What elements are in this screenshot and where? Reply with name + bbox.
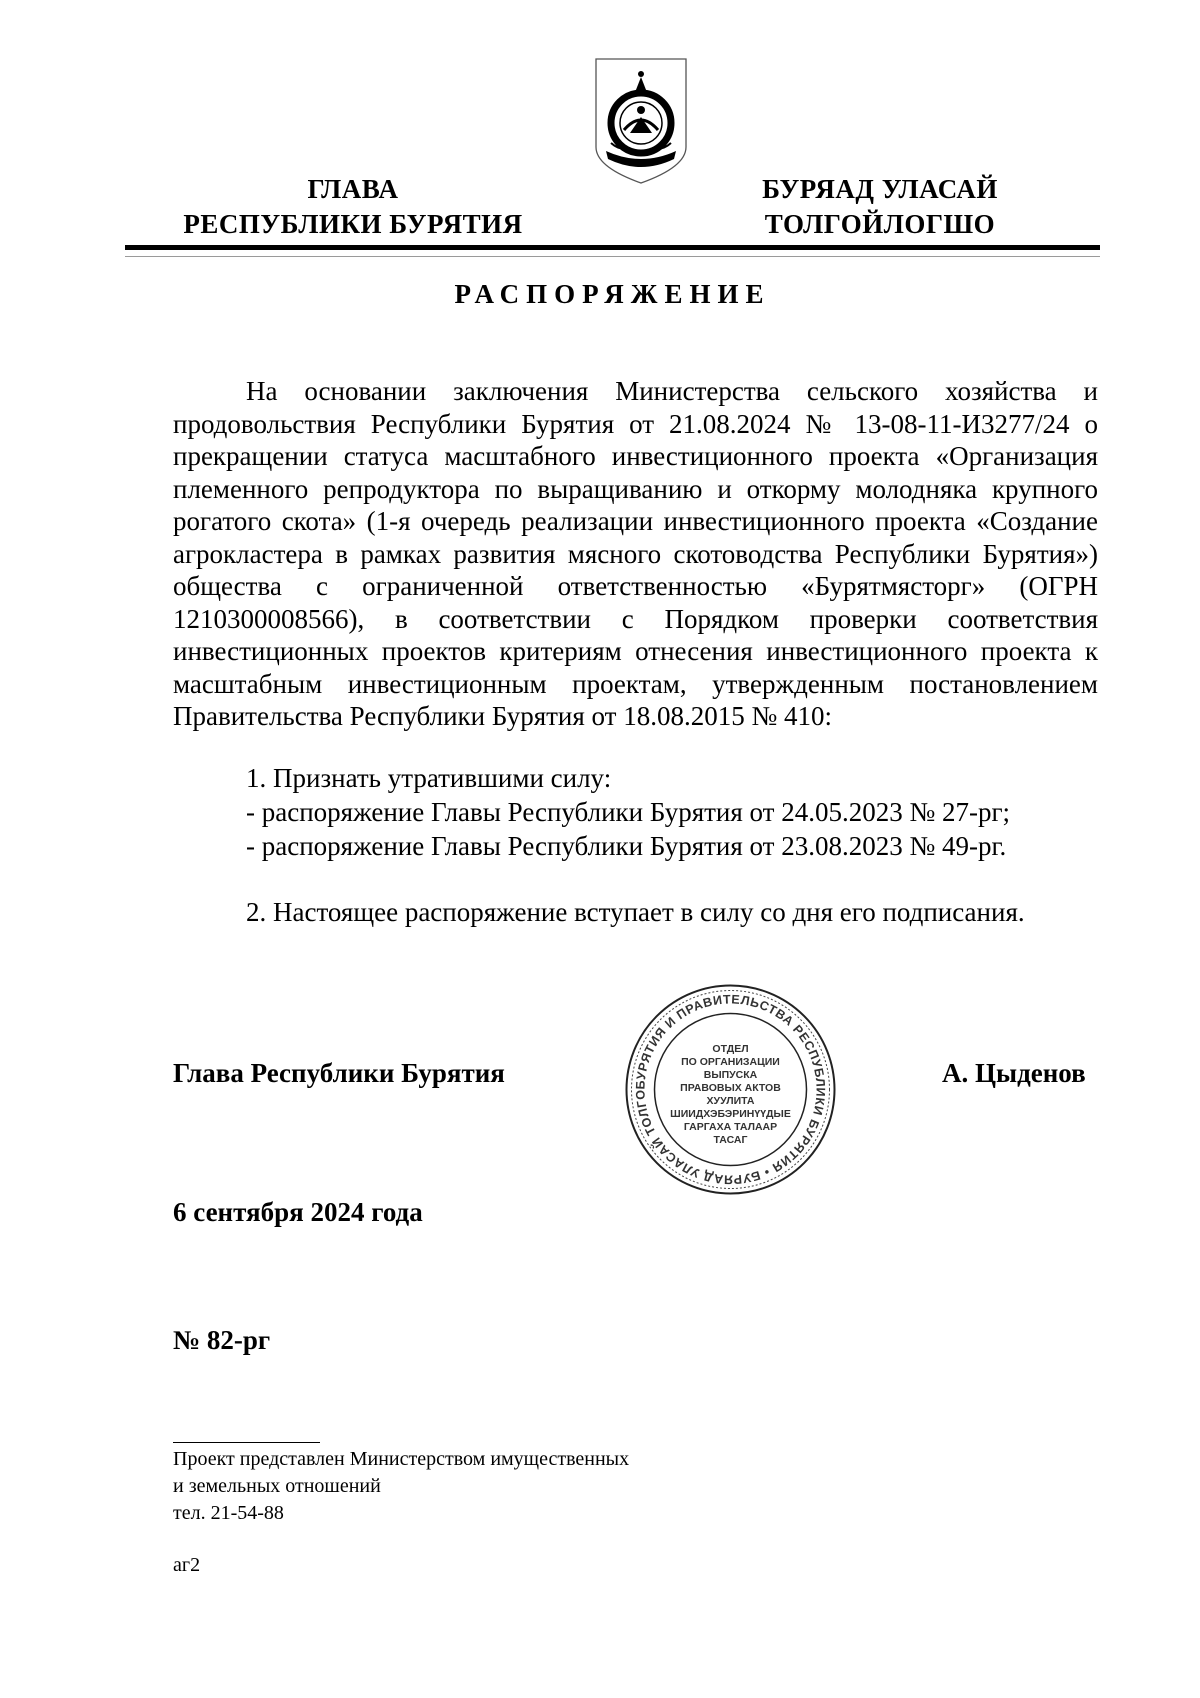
stamp-center-line: ТАСАГ — [713, 1134, 748, 1146]
coat-of-arms-emblem — [590, 55, 692, 187]
header-left-line1: ГЛАВА — [307, 174, 399, 204]
header-divider-thick — [125, 245, 1100, 250]
footer-divider — [173, 1442, 320, 1443]
header-divider-thin — [125, 256, 1100, 257]
footer-phone: тел. 21-54-88 — [173, 1502, 284, 1524]
stamp-center-line: ШИИДХЭБЭРИНҮҮДЫЕ — [670, 1108, 791, 1120]
header-right — [740, 172, 1020, 242]
signatory-name: А. Цыденов — [942, 1058, 1086, 1088]
preamble-paragraph: На основании заключения Министерства сельского хозяйства и продовольствия Республики Бурятия от 21.08.2024 № 13-08-11-И3277/24 о прекращении статуса масштабного инвестиционного проекта «Организация племенного репродуктора по выращиванию и откорму молодняка крупного рогатого скота» (1-я очередь реализации инвестиционного проекта «Создание агрокластера в рамках развития мясного скотоводства Республики Бурятия») общества с ограниченной ответственностью «Бурятмясторг» (ОГРН 1210300008566), в соответствии с Порядком проверки соответствия инвестиционных проектов критериям отнесения инвестиционного проекта к масштабным инвестиционным проектам, утвержденным постановлением Правительства Республики Бурятия от 18.08.2015 № 410: — [173, 376, 1098, 731]
document-title: РАСПОРЯЖЕНИЕ — [454, 279, 771, 309]
header-left-line2: РЕСПУБЛИКИ БУРЯТИЯ — [183, 209, 523, 239]
header-right-line1: БУРЯАД УЛАСАЙ — [762, 174, 998, 204]
header-left — [163, 172, 543, 242]
stamp-center-line: ОТДЕЛ — [712, 1043, 749, 1055]
stamp-center-line: ПРАВОВЫХ АКТОВ — [680, 1082, 781, 1094]
footer-line1: Проект представлен Министерством имущественных — [173, 1448, 630, 1470]
stamp-center-line: ВЫПУСКА — [703, 1069, 758, 1081]
document-date: 6 сентября 2024 года — [173, 1197, 423, 1227]
item-1a: - распоряжение Главы Республики Бурятия от 24.05.2023 № 27-рг; — [246, 797, 1011, 827]
stamp-center-line: ГАРГАХА ТАЛААР — [683, 1121, 778, 1133]
official-stamp — [623, 982, 838, 1197]
footer-line2: и земельных отношений — [173, 1475, 381, 1497]
stamp-center-line: ХУУЛИТА — [706, 1095, 755, 1107]
item-1: 1. Признать утратившими силу: — [246, 763, 612, 793]
header-right-line2: ТОЛГОЙЛОГШО — [764, 209, 996, 239]
stamp-center-line: ПО ОРГАНИЗАЦИИ — [681, 1056, 780, 1068]
footer-code: аг2 — [173, 1554, 201, 1576]
signatory-position: Глава Республики Бурятия — [173, 1058, 505, 1088]
document-number: № 82-рг — [173, 1325, 271, 1355]
item-2: 2. Настоящее распоряжение вступает в силу со дня его подписания. — [246, 897, 1025, 927]
item-1b: - распоряжение Главы Республики Бурятия от 23.08.2023 № 49-рг. — [246, 831, 1007, 861]
stamp-outer-text: БУРЯТИЯ И ПРАВИТЕЛЬСТВА РЕСПУБЛИКИ БУРЯТИЯ • БУРЯАД УЛАСАЙ ТОЛГО — [633, 992, 828, 1187]
